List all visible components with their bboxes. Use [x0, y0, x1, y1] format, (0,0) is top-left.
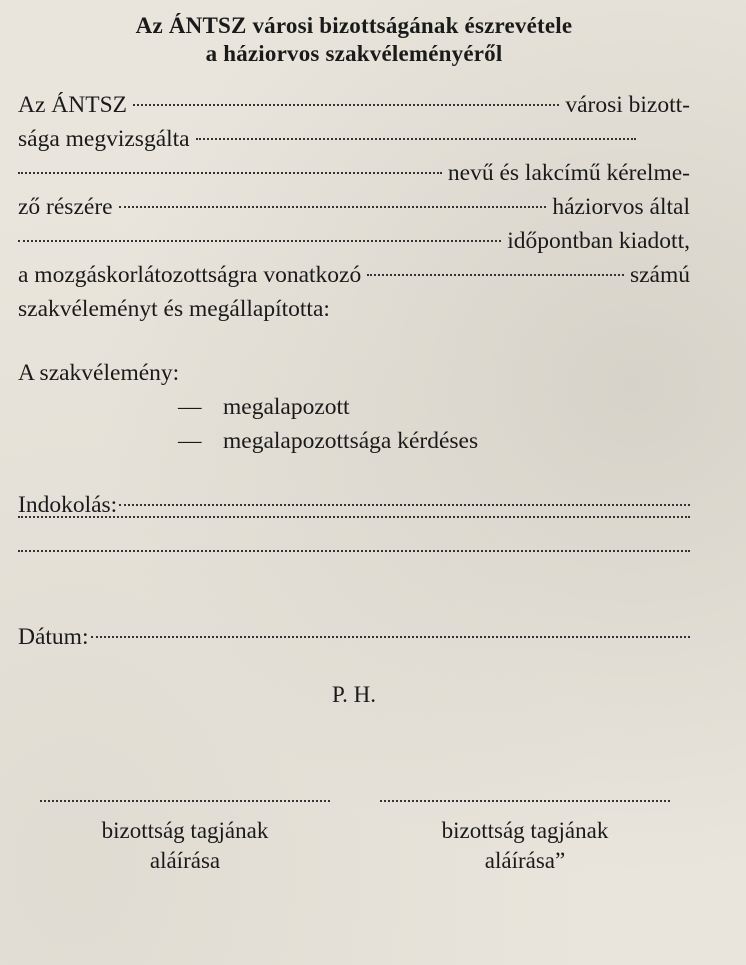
statement-text: sága megvizsgálta	[18, 126, 190, 152]
signature-caption: aláírása	[149, 848, 221, 873]
statement-text: szakvéleményt és megállapította:	[18, 296, 330, 322]
title-line-1: Az ÁNTSZ városi bizottságának észrevétele	[135, 13, 573, 38]
reason-field[interactable]	[18, 516, 690, 518]
statement-line-4	[18, 190, 690, 224]
fill-in-field[interactable]	[119, 206, 547, 208]
dash-marker: —	[178, 394, 202, 420]
signature-field[interactable]	[380, 800, 670, 802]
reason-field[interactable]	[18, 550, 690, 552]
form-title	[18, 12, 690, 68]
option-label: megalapozottsága kérdéses	[223, 428, 479, 454]
statement-text: Az ÁNTSZ	[18, 92, 127, 118]
opinion-option-1[interactable]	[18, 390, 690, 424]
date-line	[18, 620, 690, 654]
signature-field[interactable]	[40, 800, 330, 802]
fill-in-field[interactable]	[18, 240, 501, 242]
statement-line-2	[18, 122, 690, 156]
signature-caption: bizottság tagjának	[441, 818, 609, 843]
signature-block-2	[380, 800, 670, 876]
date-label: Dátum:	[18, 624, 89, 650]
statement-text: a mozgáskorlátozottságra vonatkozó	[18, 262, 362, 288]
fill-in-field[interactable]	[18, 172, 442, 174]
form-page	[18, 0, 690, 873]
signature-caption: aláírása”	[484, 848, 566, 873]
signature-block-1	[40, 800, 330, 876]
option-label: megalapozott	[223, 394, 350, 420]
statement-text: nevű és lakcímű kérelme-	[447, 160, 690, 186]
statement-line-7	[18, 292, 690, 326]
statement-text: számú	[629, 262, 690, 288]
statement-text: időpontban kiadott,	[507, 228, 690, 254]
fill-in-field[interactable]	[196, 138, 636, 140]
opinion-option-2[interactable]	[18, 424, 690, 458]
reason-field[interactable]	[119, 504, 690, 506]
fill-in-field[interactable]	[133, 104, 559, 106]
statement-text: ző részére	[18, 194, 113, 220]
statement-line-6	[18, 258, 690, 292]
statement-line-5	[18, 224, 690, 258]
reason-line-3	[18, 556, 690, 590]
opinion-block	[18, 356, 690, 458]
opinion-heading: A szakvélemény:	[18, 360, 180, 386]
date-field[interactable]	[91, 636, 691, 638]
reason-label: Indokolás:	[18, 492, 118, 518]
fill-in-field[interactable]	[367, 274, 624, 276]
stamp-place: P. H.	[331, 682, 377, 707]
statement-line-3	[18, 156, 690, 190]
statement-block	[18, 88, 690, 326]
statement-text: városi bizott-	[565, 92, 690, 118]
title-line-2: a háziorvos szakvéleményéről	[205, 41, 503, 66]
dash-marker: —	[178, 428, 202, 454]
statement-line-1	[18, 88, 690, 122]
reason-block	[18, 488, 690, 590]
statement-text: háziorvos által	[552, 194, 690, 220]
signature-caption: bizottság tagjának	[101, 818, 269, 843]
